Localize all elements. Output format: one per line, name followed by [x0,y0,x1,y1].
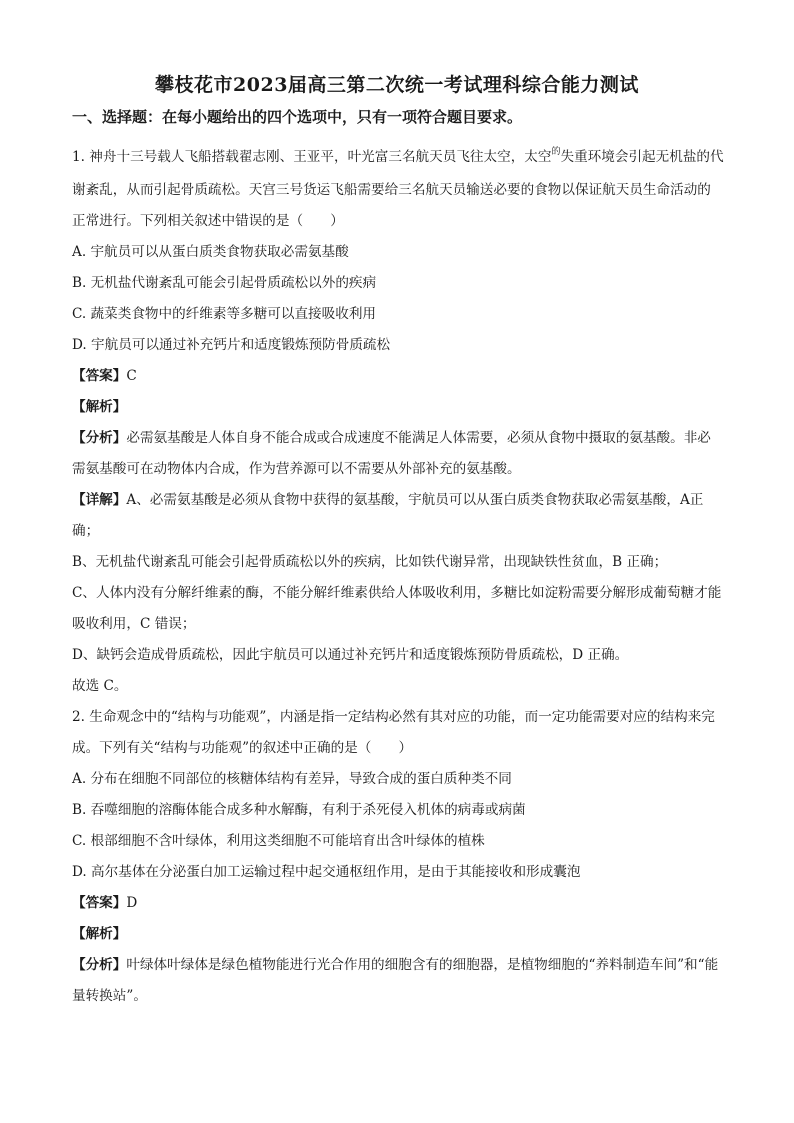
question-2-analysis-heading: 【解析】 [72,926,127,942]
question-1-detail-a: 【详解】A、必需氨基酸是必须从食物中获得的氨基酸，宇航员可以从蛋白质类食物获取必需氨基酸，A正确； [72,492,704,539]
question-2-option-c: C. 根部细胞不含叶绿体，利用这类细胞不可能培育出含叶绿体的植株 [72,833,485,849]
question-1-analysis-heading: 【解析】 [72,399,127,415]
question-1-conclusion: 故选 C。 [72,678,128,694]
question-2-stem: 2. 生命观念中的“结构与功能观”，内涵是指一定结构必然有其对应的功能，而一定功能需要对应的结构来完成。下列有关“结构与功能观”的叙述中正确的是（ ） [72,709,715,756]
question-1-option-d: D. 宇航员可以通过补充钙片和适度锻炼预防骨质疏松 [72,337,391,353]
question-1-option-b: B. 无机盐代谢紊乱可能会引起骨质疏松以外的疾病 [72,275,377,291]
question-1-detail-d: D、缺钙会造成骨质疏松，因此宇航员可以通过补充钙片和适度锻炼预防骨质疏松，D 正确。 [72,647,629,663]
question-1-option-c: C. 蔬菜类食物中的纤维素等多糖可以直接吸收利用 [72,306,377,322]
question-1-detail-b: B、无机盐代谢紊乱可能会引起骨质疏松以外的疾病，比如铁代谢异常，出现缺铁性贫血，B 正确； [72,554,668,570]
question-1-stem: 1. 神舟十三号载人飞船搭载翟志刚、王亚平，叶光富三名航天员飞往太空，太空$^的$失重环境会引起无机盐的代谢紊乱，从而引起骨质疏松。天宫三号货运飞船需要给三名航天员输送必要的食物以保证航天员生命活动的正常进行。下列相关叙述中错误的是（ ） [72,147,724,229]
question-2-fenxi: 【分析】叶绿体叶绿体是绿色植物能进行光合作用的细胞含有的细胞器，是植物细胞的“养料制造车间”和“能量转换站”。 [72,957,719,1004]
question-2-option-a: A. 分布在细胞不同部位的核糖体结构有差异，导致合成的蛋白质种类不同 [72,771,512,787]
section-heading: 一、选择题：在每小题给出的四个选项中，只有一项符合题目要求。 [72,108,523,126]
question-2-option-b: B. 吞噬细胞的溶酶体能合成多种水解酶，有利于杀死侵入机体的病毒或病菌 [72,802,526,818]
document-body [72,142,724,1012]
question-1-detail-c: C、人体内没有分解纤维素的酶，不能分解纤维素供给人体吸收利用，多糖比如淀粉需要分解形成葡萄糖才能吸收利用，C 错误； [72,585,722,632]
question-1-answer: 【答案】C [72,368,137,384]
question-1-option-a: A. 宇航员可以从蛋白质类食物获取必需氨基酸 [72,244,349,260]
question-1-fenxi: 【分析】必需氨基酸是人体自身不能合成或合成速度不能满足人体需要，必须从食物中摄取的氨基酸。非必需氨基酸可在动物体内合成，作为营养源可以不需要从外部补充的氨基酸。 [72,430,711,477]
page-title: 攀枝花市2023届高三第二次统一考试理科综合能力测试 [155,74,639,96]
question-2-option-d: D. 高尔基体在分泌蛋白加工运输过程中起交通枢纽作用，是由于其能接收和形成囊泡 [72,864,581,880]
question-2-answer: 【答案】D [72,895,138,911]
